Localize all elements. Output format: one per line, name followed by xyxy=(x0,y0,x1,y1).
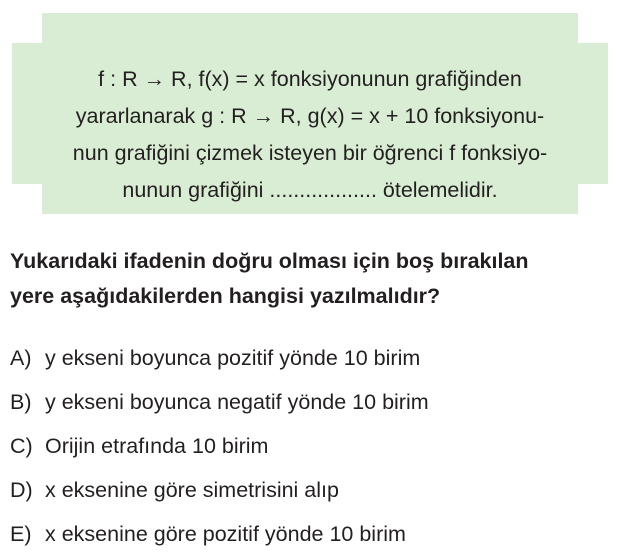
option-a[interactable] xyxy=(10,336,610,380)
question-line-2: yere aşağıdakilerden hangisi yazılmalıdır? xyxy=(10,284,441,308)
option-text: x eksenine göre simetrisini alıp xyxy=(45,478,339,502)
option-text: y ekseni boyunca negatif yönde 10 birim xyxy=(45,390,429,414)
option-c[interactable] xyxy=(10,424,610,468)
question-text xyxy=(10,244,614,314)
info-line-1: f : R → R, f(x) = x fonksiyonunun grafiğinden xyxy=(98,67,522,91)
option-letter: E) xyxy=(10,522,32,546)
info-line-4: nunun grafiğini .................. ötelemelidir. xyxy=(122,178,498,202)
option-d[interactable] xyxy=(10,468,610,512)
option-letter: D) xyxy=(10,478,33,502)
option-text: x eksenine göre pozitif yönde 10 birim xyxy=(45,522,406,546)
option-b[interactable] xyxy=(10,380,610,424)
info-box xyxy=(12,13,608,214)
info-box-text xyxy=(12,61,608,209)
option-letter: C) xyxy=(10,434,33,458)
option-letter: B) xyxy=(10,390,32,414)
option-letter: A) xyxy=(10,346,32,370)
answer-options xyxy=(10,336,610,556)
option-text: Orijin etrafında 10 birim xyxy=(45,434,269,458)
question-line-1: Yukarıdaki ifadenin doğru olması için boş bırakılan xyxy=(10,249,529,273)
info-line-2: yararlanarak g : R → R, g(x) = x + 10 fonksiyonu- xyxy=(75,104,545,128)
info-line-3: nun grafiğini çizmek isteyen bir öğrenci f fonksiyo- xyxy=(72,141,548,165)
option-text: y ekseni boyunca pozitif yönde 10 birim xyxy=(45,346,421,370)
option-e[interactable] xyxy=(10,512,610,556)
